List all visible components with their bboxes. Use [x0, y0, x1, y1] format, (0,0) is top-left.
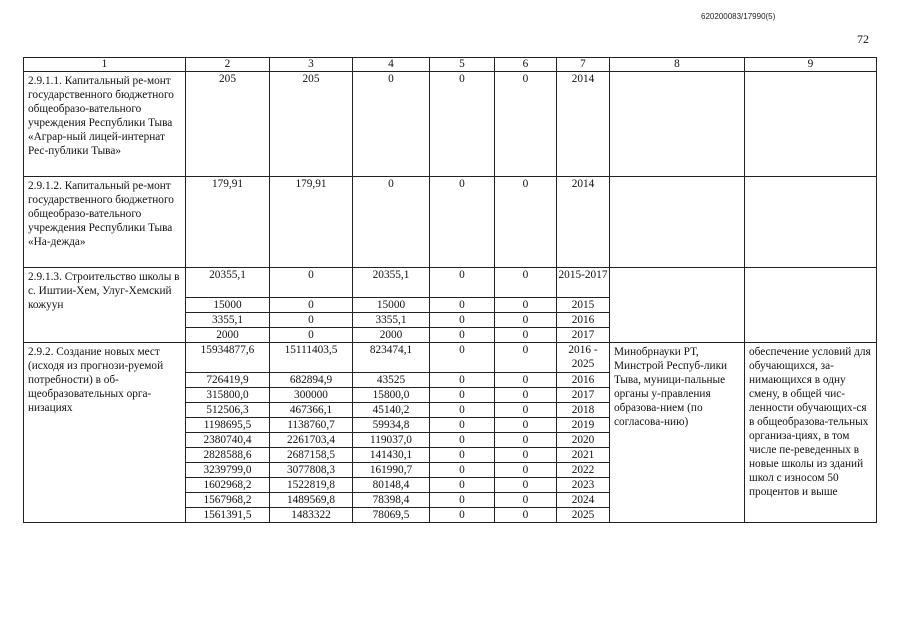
header-cell: 1: [24, 58, 186, 72]
table-cell: 2015-2017: [557, 268, 610, 298]
table-cell: 0: [495, 478, 557, 493]
table-cell: 2017: [557, 328, 610, 343]
header-cell: 6: [495, 58, 557, 72]
table-cell: 1522819,8: [270, 478, 353, 493]
table-cell: 2016 - 2025: [557, 343, 610, 373]
table-cell: [610, 268, 745, 343]
table-cell: 0: [495, 72, 557, 177]
table-cell: 2023: [557, 478, 610, 493]
table-cell: 141430,1: [353, 448, 430, 463]
table-cell: 2014: [557, 177, 610, 268]
table-cell: 0: [430, 433, 495, 448]
table-cell: 78069,5: [353, 508, 430, 523]
executor-cell: Минобрнауки РТ, Минстрой Респуб-лики Тыва, муници-пальные органы у-правления образова-нием (по согласова-нию): [610, 343, 745, 523]
table-cell: 0: [430, 478, 495, 493]
table-cell: 0: [495, 388, 557, 403]
table-cell: 0: [495, 313, 557, 328]
table-cell: 682894,9: [270, 373, 353, 388]
table-cell: 0: [495, 298, 557, 313]
table-row: [24, 72, 877, 177]
table-cell: 0: [430, 298, 495, 313]
table-cell: 0: [495, 493, 557, 508]
table-cell: 300000: [270, 388, 353, 403]
table-cell: 467366,1: [270, 403, 353, 418]
table-cell: 726419,9: [186, 373, 270, 388]
table-cell: 1567968,2: [186, 493, 270, 508]
program-activities-table: [23, 57, 877, 523]
table-cell: 179,91: [270, 177, 353, 268]
table-cell: 0: [430, 373, 495, 388]
table-cell: 2018: [557, 403, 610, 418]
table-cell: 2022: [557, 463, 610, 478]
table-cell: 0: [430, 463, 495, 478]
table-cell: 205: [186, 72, 270, 177]
table-cell: 15934877,6: [186, 343, 270, 373]
table-cell: 15000: [186, 298, 270, 313]
table-cell: 3077808,3: [270, 463, 353, 478]
table-cell: 823474,1: [353, 343, 430, 373]
table-cell: 0: [495, 403, 557, 418]
page-number: 72: [857, 32, 869, 46]
table-cell: 2016: [557, 373, 610, 388]
table-cell: 0: [495, 268, 557, 298]
table-cell: 315800,0: [186, 388, 270, 403]
table-cell: 179,91: [186, 177, 270, 268]
table-cell: 0: [430, 268, 495, 298]
table-cell: 78398,4: [353, 493, 430, 508]
activity-name: 2.9.1.2. Капитальный ре-монт государственного бюджетного общеобразо-вательного учреждения Республики Тыва «На-дежда»: [24, 177, 186, 268]
table-cell: 0: [270, 313, 353, 328]
table-cell: 2020: [557, 433, 610, 448]
table-cell: 1561391,5: [186, 508, 270, 523]
table-cell: 20355,1: [353, 268, 430, 298]
header-cell: 8: [610, 58, 745, 72]
table-cell: 2380740,4: [186, 433, 270, 448]
table-cell: 161990,7: [353, 463, 430, 478]
table-cell: 0: [270, 298, 353, 313]
table-cell: 0: [353, 72, 430, 177]
table-cell: 15111403,5: [270, 343, 353, 373]
table-row: [24, 343, 877, 373]
table-cell: 0: [495, 433, 557, 448]
table-cell: 0: [270, 268, 353, 298]
table-cell: 0: [430, 418, 495, 433]
table-cell: 2000: [186, 328, 270, 343]
table-cell: 2017: [557, 388, 610, 403]
activity-name: 2.9.1.3. Строительство школы в с. Иштии-Хем, Улуг-Хемский кожуун: [24, 268, 186, 343]
table-cell: 0: [495, 448, 557, 463]
table-cell: 1483322: [270, 508, 353, 523]
table-cell: 45140,2: [353, 403, 430, 418]
table-cell: [610, 72, 745, 177]
activity-name: 2.9.2. Создание новых мест (исходя из прогнози-руемой потребности) в об-щеобразовательных орга-низациях: [24, 343, 186, 523]
table-cell: 3355,1: [186, 313, 270, 328]
header-cell: 4: [353, 58, 430, 72]
activity-name: 2.9.1.1. Капитальный ре-монт государственного бюджетного общеобразо-вательного учреждения Республики Тыва «Аграр-ный лицей-интернат Рес-публики Тыва»: [24, 72, 186, 177]
table-cell: [745, 268, 877, 343]
table-cell: [745, 72, 877, 177]
table-cell: [745, 177, 877, 268]
table-cell: 0: [430, 177, 495, 268]
table-cell: 0: [495, 343, 557, 373]
table-cell: 1489569,8: [270, 493, 353, 508]
table-cell: 0: [495, 177, 557, 268]
table-cell: 0: [430, 403, 495, 418]
table-cell: 0: [430, 388, 495, 403]
expected-result-cell: обеспечение условий для обучающихся, за-нимающихся в одну смену, в общей чис-ленности обучающих-ся в общеобразова-тельных организа-циях, в том числе пе-реведенных в новые школы из зданий школ с износом 50 процентов и выше: [745, 343, 877, 523]
table-cell: 2021: [557, 448, 610, 463]
table-cell: 0: [430, 493, 495, 508]
table-cell: 1602968,2: [186, 478, 270, 493]
table-cell: 3239799,0: [186, 463, 270, 478]
table-cell: 0: [430, 508, 495, 523]
table-cell: 0: [430, 343, 495, 373]
header-cell: 3: [270, 58, 353, 72]
table-cell: 43525: [353, 373, 430, 388]
table-cell: 3355,1: [353, 313, 430, 328]
header-cell: 9: [745, 58, 877, 72]
table-row: [24, 268, 877, 298]
table-cell: 59934,8: [353, 418, 430, 433]
header-cell: 7: [557, 58, 610, 72]
table-cell: 0: [495, 463, 557, 478]
table-cell: 20355,1: [186, 268, 270, 298]
table-cell: [610, 177, 745, 268]
header-cell: 2: [186, 58, 270, 72]
table-cell: 2015: [557, 298, 610, 313]
table-cell: 0: [495, 508, 557, 523]
table-cell: 1138760,7: [270, 418, 353, 433]
table-cell: 0: [495, 373, 557, 388]
table-cell: 512506,3: [186, 403, 270, 418]
table-cell: 0: [430, 72, 495, 177]
table-cell: 2687158,5: [270, 448, 353, 463]
table-cell: 0: [430, 328, 495, 343]
table-cell: 2019: [557, 418, 610, 433]
table-cell: 0: [495, 418, 557, 433]
table-cell: 0: [430, 448, 495, 463]
table-row: [24, 177, 877, 268]
table-cell: 2016: [557, 313, 610, 328]
table-cell: 119037,0: [353, 433, 430, 448]
header-row: [24, 58, 877, 72]
document-id: 620200083/17990(5): [701, 12, 776, 21]
table-cell: 2000: [353, 328, 430, 343]
table-cell: 15800,0: [353, 388, 430, 403]
table-cell: 15000: [353, 298, 430, 313]
table-cell: 0: [430, 313, 495, 328]
table-cell: 0: [353, 177, 430, 268]
table-cell: 2025: [557, 508, 610, 523]
table-cell: 0: [270, 328, 353, 343]
table-cell: 205: [270, 72, 353, 177]
table-cell: 2014: [557, 72, 610, 177]
table-cell: 0: [495, 328, 557, 343]
table-cell: 1198695,5: [186, 418, 270, 433]
table-cell: 2024: [557, 493, 610, 508]
table-cell: 2261703,4: [270, 433, 353, 448]
header-cell: 5: [430, 58, 495, 72]
table-cell: 80148,4: [353, 478, 430, 493]
table-cell: 2828588,6: [186, 448, 270, 463]
